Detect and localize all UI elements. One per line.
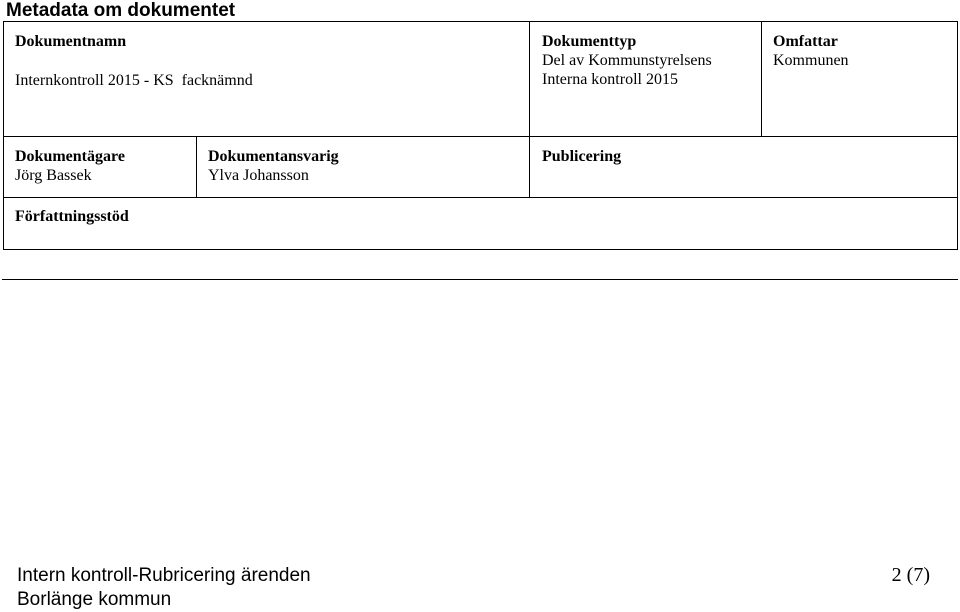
footer-organization: Borlänge kommun (17, 589, 172, 610)
cell-publishing (542, 147, 621, 166)
value-document-responsible: Ylva Johansson (208, 167, 309, 184)
horizontal-rule (2, 279, 958, 280)
cell-document-responsible (208, 147, 339, 185)
value-document-name: Internkontroll 2015 - KS facknämnd (15, 72, 253, 89)
cell-document-name (15, 32, 253, 90)
row-divider-middle (4, 197, 957, 198)
page-title: Metadata om dokumentet (6, 0, 236, 21)
column-divider-2 (761, 22, 762, 137)
value-covers: Kommunen (773, 52, 849, 69)
cell-authoring-support (15, 207, 129, 226)
label-document-name: Dokumentnamn (15, 33, 127, 50)
label-document-responsible: Dokumentansvarig (208, 148, 339, 165)
value-document-owner: Jörg Bassek (15, 167, 92, 184)
cell-document-type (542, 32, 712, 89)
label-publishing: Publicering (542, 148, 622, 165)
value-document-type-line1: Del av Kommunstyrelsens (542, 52, 712, 69)
column-divider-3 (196, 137, 197, 197)
label-document-type: Dokumenttyp (542, 33, 637, 50)
cell-document-owner (15, 147, 125, 185)
label-document-owner: Dokumentägare (15, 148, 125, 165)
cell-covers (773, 32, 849, 70)
row-divider-top (4, 136, 957, 137)
footer-title: Intern kontroll-Rubricering ärenden (17, 565, 311, 586)
page-number: 2 (7) (891, 564, 930, 586)
label-authoring-support: Författningsstöd (15, 208, 129, 225)
column-divider-1 (529, 22, 530, 197)
value-document-type-line2: Interna kontroll 2015 (542, 71, 678, 88)
label-covers: Omfattar (773, 33, 838, 50)
metadata-table (3, 21, 958, 250)
